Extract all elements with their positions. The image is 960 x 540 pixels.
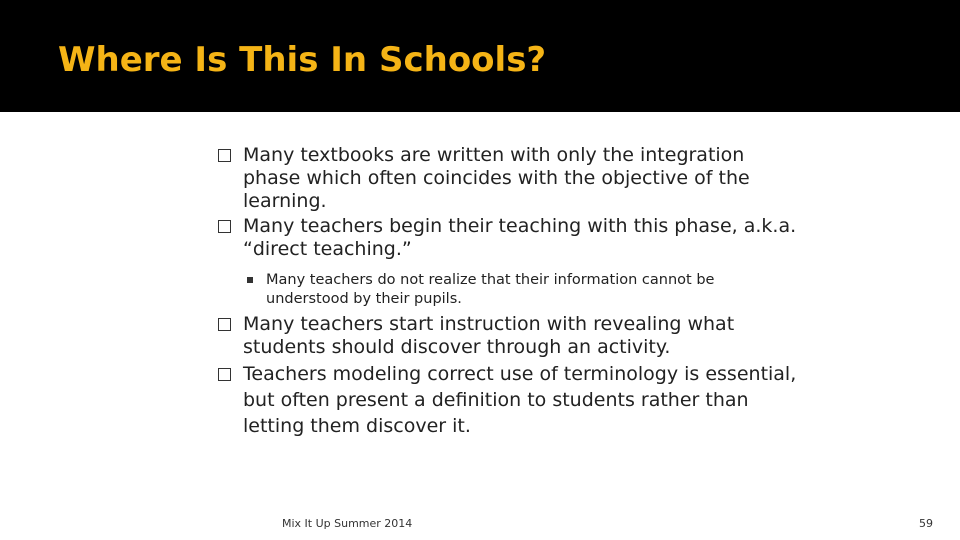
box-bullet-icon [218, 318, 231, 331]
footer-text: Mix It Up Summer 2014 [282, 517, 413, 530]
sub-bullet-item [243, 271, 798, 309]
page-number: 59 [919, 517, 933, 530]
bullet-item [218, 313, 798, 359]
bullet-item [218, 215, 798, 261]
box-bullet-icon [218, 220, 231, 233]
bullet-text: Many teachers start instruction with revealing what students should discover through an activity. [243, 313, 735, 358]
bullet-item [218, 144, 798, 213]
slide-title: Where Is This In Schools? [58, 40, 547, 80]
slide-content [218, 144, 798, 441]
bullet-text: Teachers modeling correct use of terminology is essential, but often present a definition to students rather than letting them discover it. [243, 363, 797, 437]
bullet-text: Many textbooks are written with only the integration phase which often coincides with the objective of the learning. [243, 144, 750, 212]
sub-bullet-text: Many teachers do not realize that their information cannot be understood by their pupils. [266, 272, 715, 307]
bullet-text: Many teachers begin their teaching with this phase, a.k.a. “direct teaching.” [243, 215, 797, 260]
box-bullet-icon [218, 368, 231, 381]
bullet-item [218, 361, 798, 439]
box-bullet-icon [218, 149, 231, 162]
title-bar [0, 0, 960, 112]
square-bullet-icon [247, 277, 253, 283]
